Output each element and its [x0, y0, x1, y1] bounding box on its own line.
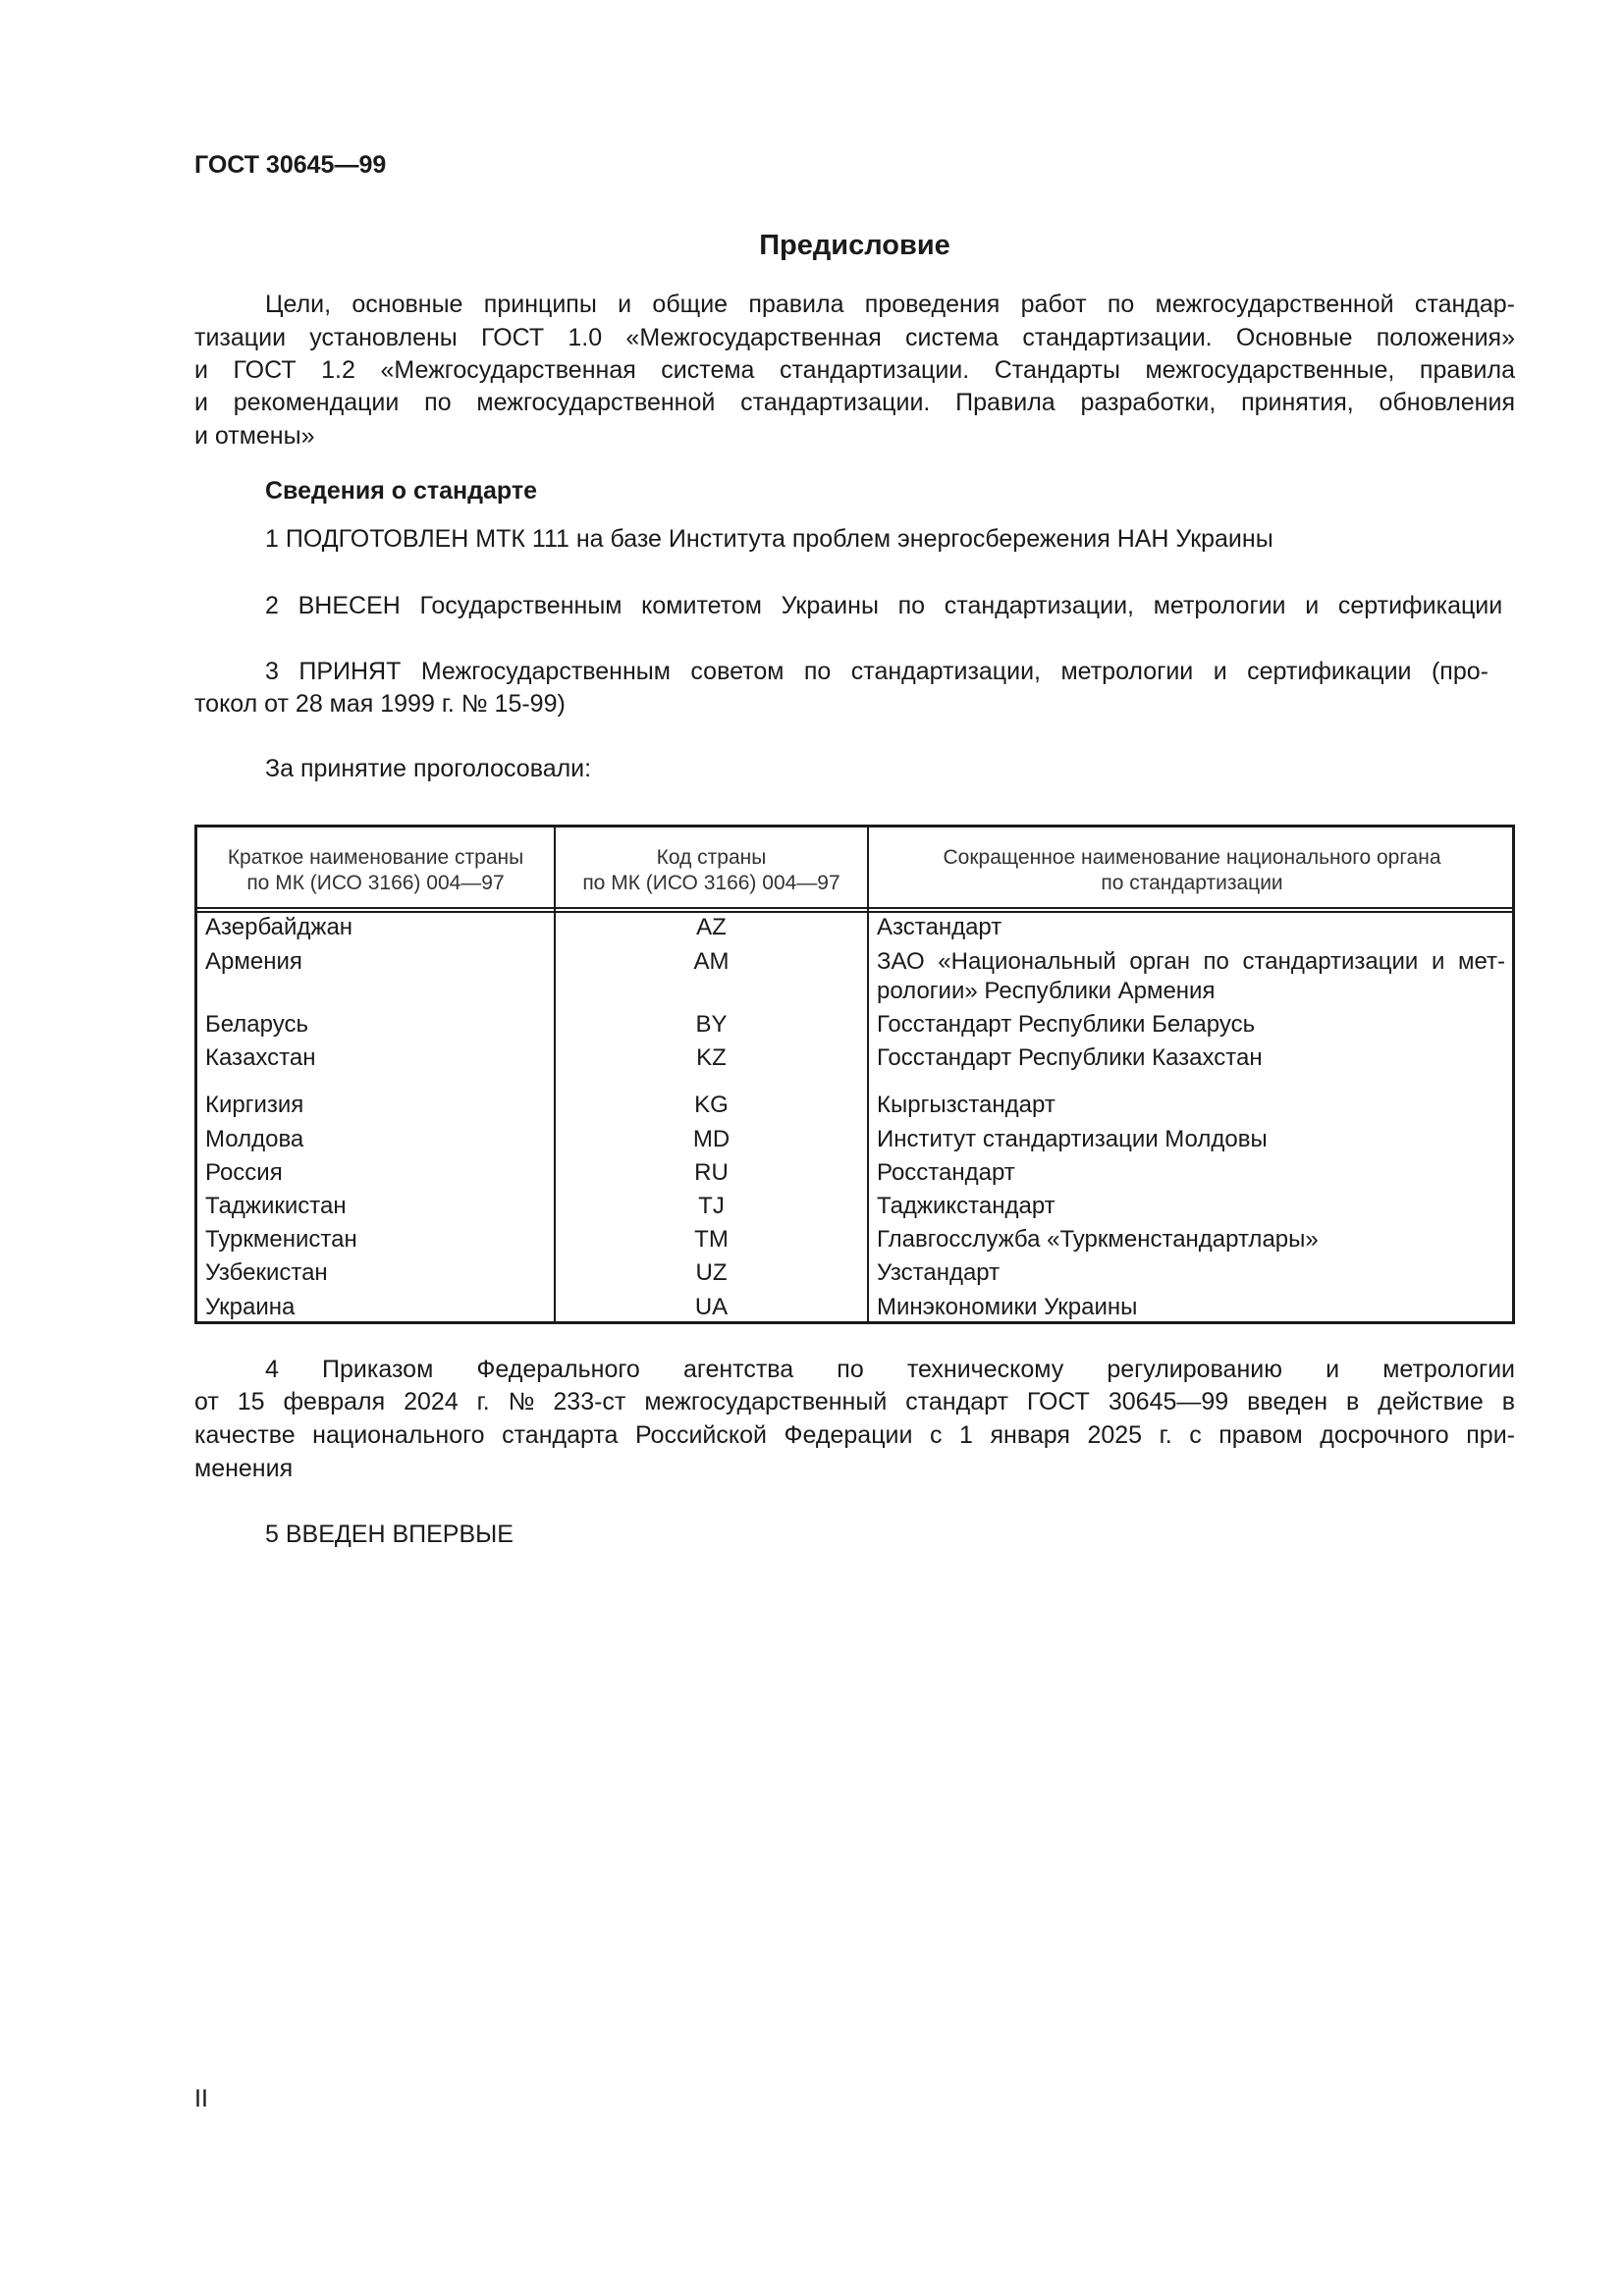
- table-cell-body: рологии» Республики Армения: [877, 978, 1216, 1004]
- column-header-code: Код страны по МК (ИСО 3166) 004—97: [582, 846, 840, 894]
- table-cell-country: Азербайджан: [205, 914, 353, 940]
- intro-line: и отмены»: [194, 422, 315, 450]
- table-cell-body: ЗАО «Национальный орган по стандартизации и мет-: [877, 948, 1505, 975]
- table-cell-code: KG: [694, 1092, 729, 1118]
- table-cell-body: Главгосслужба «Туркменстандартлары»: [877, 1226, 1319, 1253]
- page-title: Предисловие: [759, 230, 950, 261]
- table-cell-code: TJ: [698, 1193, 725, 1219]
- intro-line: тизации установлены ГОСТ 1.0 «Межгосударственная система стандартизации. Основные положения»: [194, 324, 1515, 351]
- table-cell-country: Россия: [205, 1159, 283, 1186]
- table-cell-body: Таджикстандарт: [877, 1193, 1056, 1219]
- table-cell-body: Росстандарт: [877, 1159, 1015, 1186]
- table-cell-body: Азстандарт: [877, 914, 1002, 940]
- item-4-line: от 15 февраля 2024 г. № 233-ст межгосударственный стандарт ГОСТ 30645—99 введен в действие в: [194, 1388, 1515, 1415]
- intro-line: Цели, основные принципы и общие правила проведения работ по межгосударственной стандар-: [265, 291, 1515, 318]
- intro-line: и рекомендации по межгосударственной стандартизации. Правила разработки, принятия, обновления: [194, 389, 1515, 416]
- table-cell-country: Украина: [205, 1294, 296, 1320]
- intro-line: и ГОСТ 1.2 «Межгосударственная система стандартизации. Стандарты межгосударственные, правила: [194, 356, 1515, 384]
- page-number: II: [194, 2085, 208, 2112]
- table-cell-code: AZ: [696, 914, 727, 940]
- table-cell-country: Казахстан: [205, 1044, 316, 1071]
- table-cell-country: Таджикистан: [205, 1193, 347, 1219]
- item-4-line: качестве национального стандарта Российской Федерации с 1 января 2025 г. с правом досрочного при-: [194, 1421, 1515, 1449]
- table-cell-body: Кыргызстандарт: [877, 1092, 1056, 1118]
- table-cell-code: RU: [694, 1159, 729, 1186]
- table-cell-country: Киргизия: [205, 1092, 304, 1118]
- column-header-country: Краткое наименование страны по МК (ИСО 3166) 004—97: [227, 846, 524, 894]
- voting-table: [194, 825, 1515, 1324]
- item-5: 5 ВВЕДЕН ВПЕРВЫЕ: [265, 1521, 514, 1548]
- item-4-line: 4 Приказом Федерального агентства по техническому регулированию и метрологии: [265, 1356, 1515, 1383]
- table-cell-body: Институт стандартизации Молдовы: [877, 1126, 1268, 1152]
- voted-label: За принятие проголосовали:: [265, 755, 592, 782]
- table-cell-code: UA: [694, 1294, 729, 1320]
- table-cell-country: Туркменистан: [205, 1226, 357, 1253]
- section-heading: Сведения о стандарте: [265, 477, 538, 505]
- table-cell-body: Узстандарт: [877, 1259, 1001, 1286]
- item-3-line: токол от 28 мая 1999 г. № 15-99): [194, 690, 566, 718]
- table-cell-country: Молдова: [205, 1126, 304, 1152]
- item-3-line: 3 ПРИНЯТ Межгосударственным советом по стандартизации, метрологии и сертификации (про-: [265, 658, 1489, 685]
- table-cell-code: KZ: [696, 1044, 727, 1071]
- item-4-line: менения: [194, 1455, 294, 1482]
- table-cell-code: AM: [693, 948, 730, 975]
- table-cell-code: MD: [692, 1126, 731, 1152]
- table-cell-country: Узбекистан: [205, 1259, 328, 1286]
- item-1: 1 ПОДГОТОВЛЕН МТК 111 на базе Института проблем энергосбережения НАН Украины: [265, 525, 1273, 553]
- table-divider: [867, 828, 869, 1321]
- table-cell-country: Армения: [205, 948, 302, 975]
- table-cell-body: Госстандарт Республики Беларусь: [877, 1011, 1256, 1038]
- table-cell-body: Минэкономики Украины: [877, 1294, 1138, 1320]
- table-divider: [197, 907, 1512, 909]
- document-id: ГОСТ 30645—99: [194, 151, 387, 179]
- column-header-body: Сокращенное наименование национального органа по стандартизации: [943, 846, 1441, 894]
- table-cell-body: Госстандарт Республики Казахстан: [877, 1044, 1263, 1071]
- table-cell-code: UZ: [695, 1259, 728, 1286]
- table-cell-country: Беларусь: [205, 1011, 308, 1038]
- table-cell-code: BY: [695, 1011, 728, 1038]
- table-cell-code: TM: [694, 1226, 729, 1253]
- item-2: 2 ВНЕСЕН Государственным комитетом Украины по стандартизации, метрологии и сертификации: [265, 592, 1503, 619]
